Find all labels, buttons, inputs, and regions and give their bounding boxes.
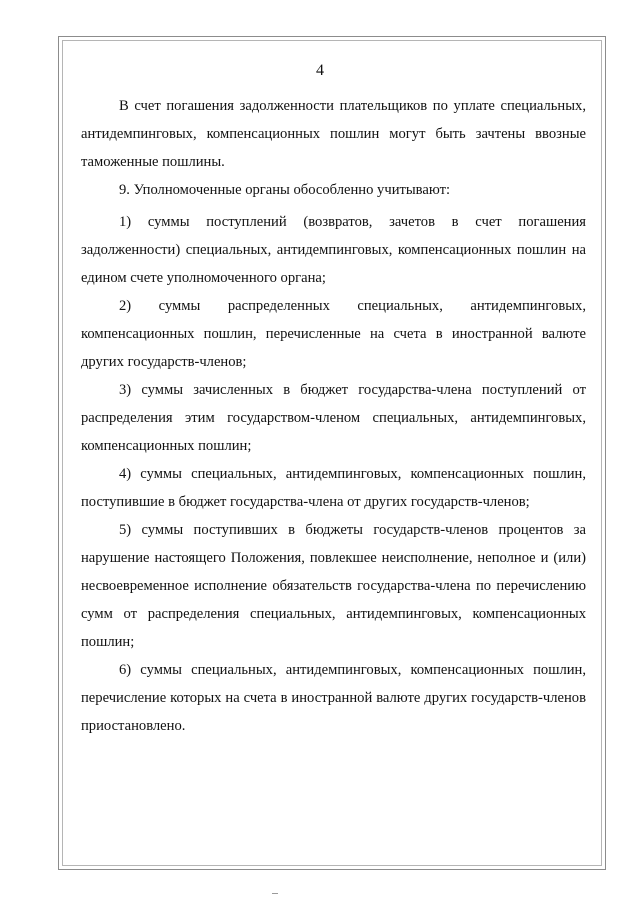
paragraph-offset-duties: В счет погашения задолженности плательщиков по уплате специальных, антидемпинговых, компенсационных пошлин могут быть зачтены ввозные таможенные пошлины. (81, 98, 586, 170)
list-item-4: 4) суммы специальных, антидемпинговых, компенсационных пошлин, поступившие в бюджет государства-члена от других государств-членов; (81, 466, 586, 510)
page-number: 4 (316, 62, 324, 79)
document-body (81, 92, 586, 740)
list-item-2: 2) суммы распределенных специальных, антидемпинговых, компенсационных пошлин, перечисленные на счета в иностранной валюте других государств-членов; (81, 298, 586, 370)
list-item-3: 3) суммы зачисленных в бюджет государства-члена поступлений от распределения этим государством-членом специальных, антидемпинговых, компенсационных пошлин; (81, 382, 586, 454)
scan-artifact (272, 893, 278, 894)
paragraph-section-9: 9. Уполномоченные органы обособленно учитывают: (119, 182, 451, 198)
list-item-1: 1) суммы поступлений (возвратов, зачетов в счет погашения задолженности) специальных, антидемпинговых, компенсационных пошлин на едином счете уполномоченного органа; (81, 214, 586, 286)
list-item-5: 5) суммы поступивших в бюджеты государств-членов процентов за нарушение настоящего Положения, повлекшее неисполнение, неполное и (или) несвоевременное исполнение обязательств государства-члена по перечислению сумм от распределения специальных, антидемпинговых, компенсационных пошлин; (81, 522, 586, 650)
list-item-6: 6) суммы специальных, антидемпинговых, компенсационных пошлин, перечисление которых на счета в иностранной валюте других государств-членов приостановлено. (81, 662, 586, 734)
